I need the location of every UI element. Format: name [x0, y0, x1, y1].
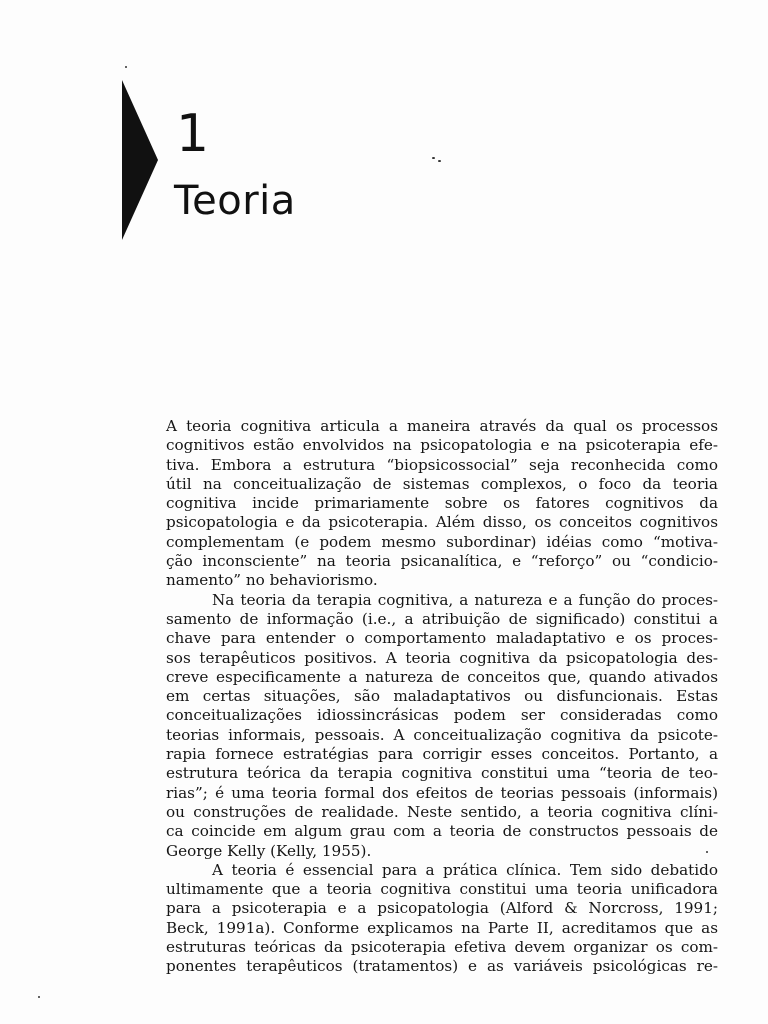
- text-line: rapia fornece estratégias para corrigir esses conceitos. Portanto, a: [166, 745, 718, 764]
- text-line: sos terapêuticos positivos. A teoria cognitiva da psicopatologia des-: [166, 648, 718, 667]
- text-line: chave para entender o comportamento maladaptativo e os proces-: [166, 629, 718, 648]
- text-line: Na teoria da terapia cognitiva, a natureza e a função do proces-: [212, 590, 718, 609]
- text-line: rias”; é uma teoria formal dos efeitos de teorias pessoais (informais): [166, 783, 718, 802]
- text-line: cognitivos estão envolvidos na psicopatologia e na psicoterapia efe-: [166, 436, 718, 455]
- paragraph-1: [166, 417, 718, 591]
- paragraph-3: [166, 861, 718, 977]
- scan-speck: [125, 66, 127, 68]
- text-line: ou construções de realidade. Neste sentido, a teoria cognitiva clíni-: [166, 802, 718, 821]
- text-line: conceitualizações idiossincrásicas podem ser consideradas como: [166, 706, 718, 725]
- text-line: ponentes terapêuticos (tratamentos) e as variáveis psicológicas re-: [166, 957, 718, 976]
- text-line: estrutura teórica da terapia cognitiva constitui uma “teoria de teo-: [166, 764, 718, 783]
- chapter-title: Teoria: [174, 178, 296, 224]
- text-line: em certas situações, são maladaptativos ou disfuncionais. Estas: [166, 687, 718, 706]
- text-line: samento de informação (i.e., a atribuição de significado) constitui a: [166, 609, 718, 628]
- text-line: A teoria cognitiva articula a maneira através da qual os processos: [166, 417, 718, 435]
- text-line: cognitiva incide primariamente sobre os fatores cognitivos da: [166, 494, 718, 513]
- text-line: psicopatologia e da psicoterapia. Além disso, os conceitos cognitivos: [166, 513, 718, 532]
- text-line: estruturas teóricas da psicoterapia efetiva devem organizar os com-: [166, 938, 718, 957]
- chapter-number: 1: [176, 104, 210, 164]
- text-line: tiva. Embora a estrutura “biopsicossocial” seja reconhecida como: [166, 455, 718, 474]
- text-line: creve especificamente a natureza de conceitos que, quando ativados: [166, 667, 718, 686]
- text-line: ca coincide em algum grau com a teoria de constructos pessoais de: [166, 822, 718, 841]
- text-line: para a psicoterapia e a psicopatologia (Alford & Norcross, 1991;: [166, 899, 718, 918]
- text-line: Beck, 1991a). Conforme explicamos na Parte II, acreditamos que as: [166, 918, 718, 937]
- text-line: George Kelly (Kelly, 1955).: [166, 841, 372, 860]
- text-line: namento” no behaviorismo.: [166, 571, 378, 590]
- text-line: complementam (e podem mesmo subordinar) idéias como “motiva-: [166, 532, 718, 551]
- text-line: útil na conceitualização de sistemas complexos, o foco da teoria: [166, 474, 718, 493]
- text-line: ção inconsciente” na teoria psicanalítica, e “reforço” ou “condicio-: [166, 552, 718, 571]
- scan-speck: [38, 996, 40, 998]
- text-line: teorias informais, pessoais. A conceitualização cognitiva da psicote-: [166, 725, 718, 744]
- text-line: ultimamente que a teoria cognitiva constitui uma teoria unificadora: [166, 880, 718, 899]
- paragraph-2: [166, 591, 718, 861]
- scan-speck: [432, 157, 435, 159]
- chapter-marker-icon: [122, 80, 162, 240]
- scan-speck: [438, 160, 441, 162]
- text-line: A teoria é essencial para a prática clínica. Tem sido debatido: [212, 860, 718, 879]
- body-text: [166, 417, 718, 977]
